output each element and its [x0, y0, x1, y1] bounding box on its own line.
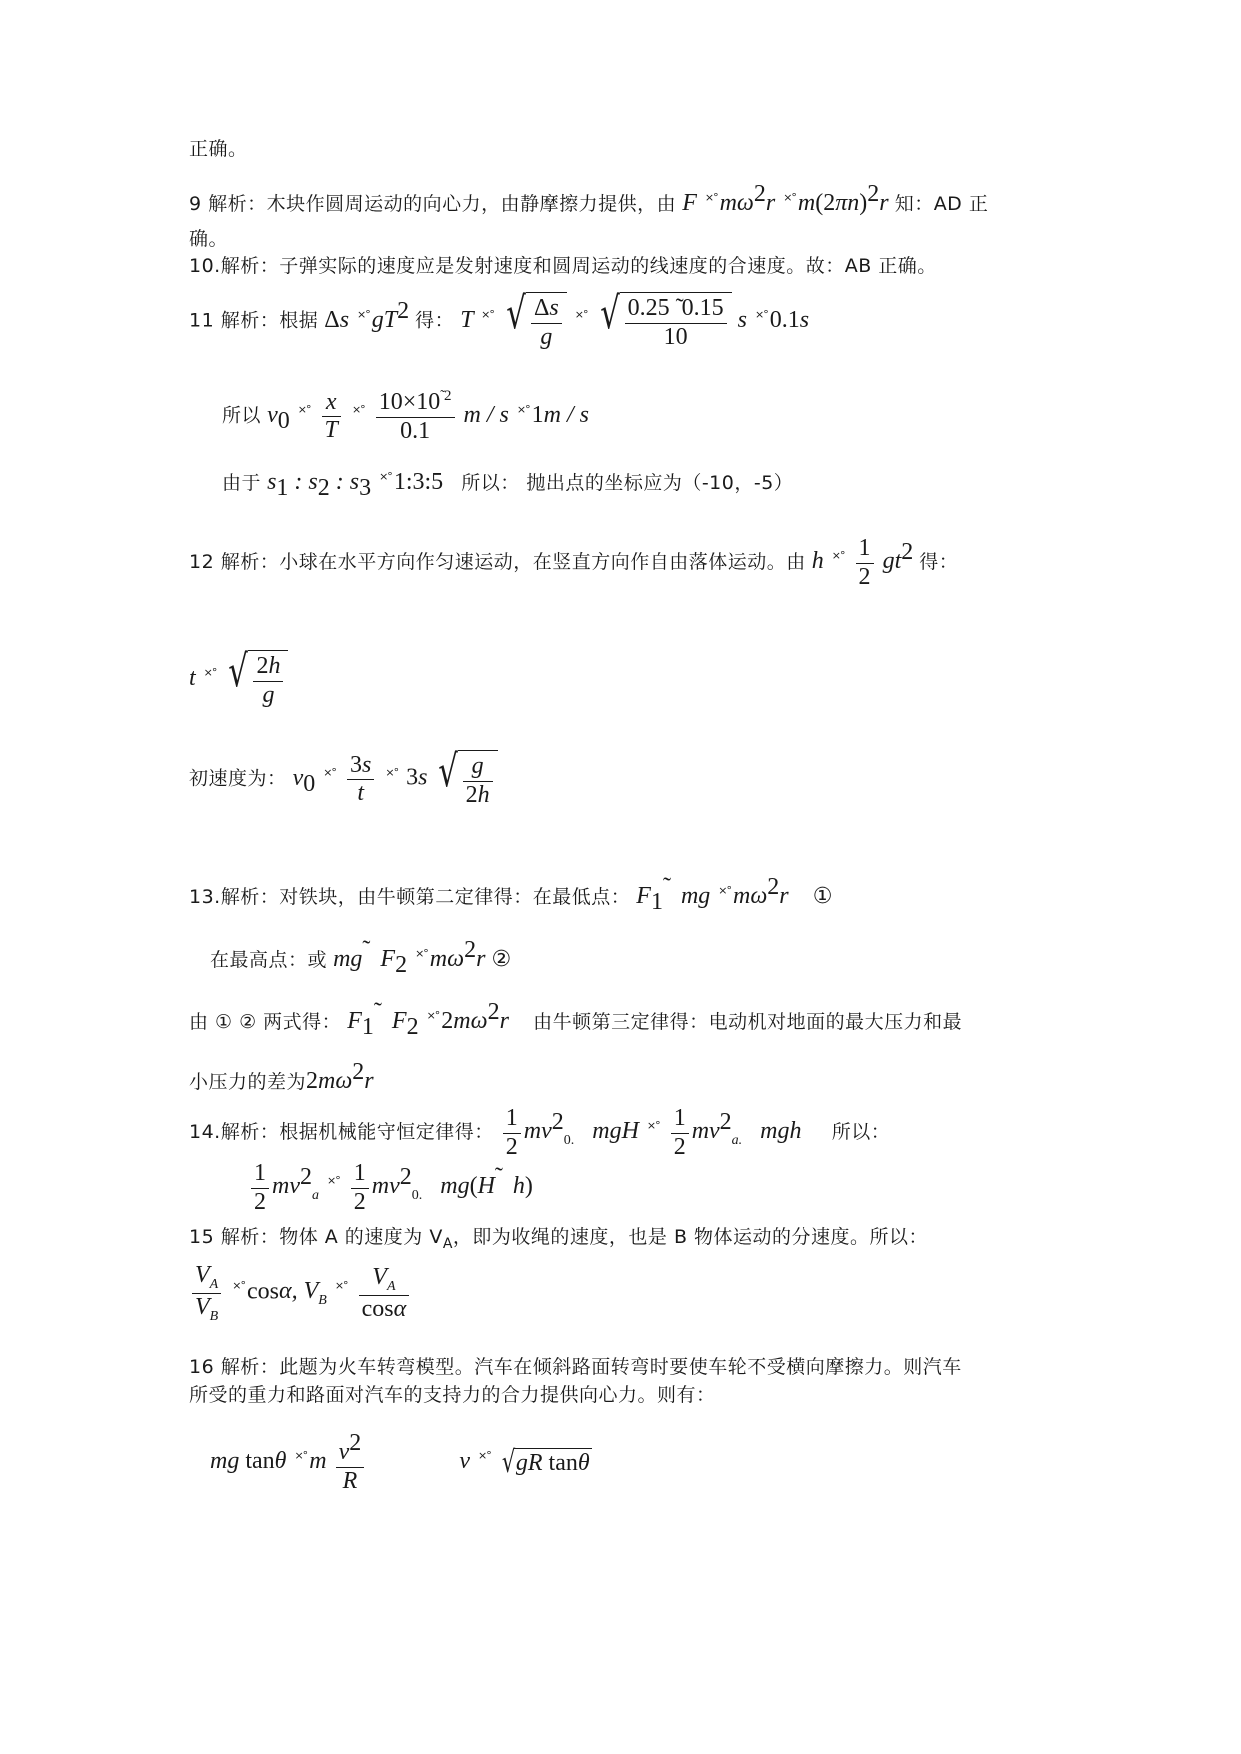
solution-12-v0: 初速度为： $v_0$ ×° $\frac{3s}{t}$ ×° 3s √ $\frac{g}{2h}$: [189, 750, 1061, 809]
solution-15-formula: $\frac{V_A}{V_B}$ ×°cosα, $V_B$ ×° $\frac{V_A}{\cos\alpha}$: [189, 1262, 1061, 1325]
solution-9-text: 9 解析：木块作圆周运动的向心力，由静摩擦力提供，由: [189, 193, 677, 215]
solution-12-text: 12 解析：小球在水平方向作匀速运动，在竖直方向作自由落体运动。由: [189, 551, 806, 574]
equation-marker: ①: [812, 884, 833, 909]
text: 由于: [222, 472, 262, 494]
solution-14: 14.解析：根据机械能守恒定律得： $\frac{1}{2}$ $mv^2_{0.}$ mgH ×° $\frac{1}{2}$ $mv^2_{a.}$ mgh 所以：: [189, 1105, 891, 1160]
solution-9: [189, 182, 1061, 215]
formula: T ×°: [460, 306, 494, 333]
solution-13: 13.解析：对铁块，由牛顿第二定律得：在最低点： $F_1$ mg $^{\times^\circ}m\omega^2r$ ①: [189, 874, 833, 915]
text: 所以： 抛出点的坐标应为（-10，-5）: [461, 472, 794, 494]
text-line: 确。: [189, 228, 229, 250]
solution-11-v0: 所以 $v_0$ ×° $\frac{x}{T}$ ×° $\frac{10\times 10^{̃ 2}}{0.1}$ m / s ×°1m / s: [222, 388, 589, 444]
solution-16-cont: 所受的重力和路面对汽车的支持力的合力提供向心力。则有：: [189, 1384, 716, 1406]
text: 由牛顿第三定律得：电动机对地面的最大压力和最: [533, 1011, 963, 1033]
solution-16-formula: mg tanθ ×°m $\frac{v^2}{R}$ v ×° √ gR tanθ: [210, 1430, 590, 1494]
solution-11: 11 解析：根据 Δs $^{\times^\circ}gT^2$ 得： T ×° √ $\frac{\Delta s}{g}$ ×° √ $\frac{0.25 ̃ 0.15}{10}$ s ×°0.1s: [189, 288, 810, 350]
text-line: 正确。: [189, 138, 248, 160]
solution-13-top: 在最高点：或 mg $F_2$ $^{\times^\circ}m\omega^2r$ ②: [210, 937, 512, 978]
formula: F $^{\times^\circ}m\omega^2r$ $^{\times^\circ}m(2\pi n)^2r$: [682, 181, 889, 216]
solution-11-text: 11 解析：根据: [189, 309, 319, 332]
text: 得：: [415, 309, 455, 332]
solution-13-text: 13.解析：对铁块，由牛顿第二定律得：在最低点：: [189, 886, 631, 908]
solution-15: [189, 1228, 1061, 1251]
text: 所以: [222, 404, 262, 427]
sqrt-expression: √ $\frac{\Delta s}{g}$: [502, 292, 567, 351]
solution-14-text: 14.解析：根据机械能守恒定律得：: [189, 1121, 494, 1144]
subscript: A: [442, 1235, 453, 1252]
solution-13-combine: 由 ① ② 两式得： $F_1$ $F_2$ $^{\times^\circ}2m\omega^2r$ 由牛顿第三定律得：电动机对地面的最大压力和最: [189, 999, 963, 1040]
text: 由 ① ② 两式得：: [189, 1011, 342, 1033]
text: 在最高点：或: [210, 949, 328, 971]
text: 初速度为：: [189, 767, 287, 790]
text: 小压力的差为: [189, 1071, 307, 1093]
solution-11-ratio: 由于 $s_1$ : $s_2$ : $s_3$ ×°1:3:5 所以： 抛出点的坐标应为（-10，-5）: [222, 469, 794, 501]
solution-14-result: $\frac{1}{2}$ $mv^2_a$ ×° $\frac{1}{2}$ $mv^2_{0.}$ mg(H h): [248, 1160, 1061, 1216]
solution-16: 16 解析：此题为火车转弯模型。汽车在倾斜路面转弯时要使车轮不受横向摩擦力。则汽车: [189, 1356, 962, 1378]
solution-12-t: t ×° √ $\frac{2h}{g}$: [189, 650, 1061, 709]
solution-10: 10.解析：子弹实际的速度应是发射速度和圆周运动的线速度的合速度。故：AB 正确。: [189, 255, 937, 277]
equation-marker: ②: [491, 947, 512, 972]
solution-9-tail: 知：AD 正: [894, 193, 989, 215]
solution-13-diff: 小压力的差为$2m\omega^2r$: [189, 1059, 374, 1094]
text: 得：: [919, 551, 959, 574]
solution-12: 12 解析：小球在水平方向作匀速运动，在竖直方向作自由落体运动。由 h ×° $\frac{1}{2}$ $gt^2$ 得：: [189, 535, 959, 590]
formula: Δs $^{\times^\circ}gT^2$: [324, 297, 410, 333]
sqrt-expression: √ $\frac{0.25 ̃ 0.15}{10}$: [596, 292, 732, 351]
solution-15-text: 15 解析：物体 A 的速度为 V: [189, 1226, 443, 1248]
text: ，即为收绳的速度，也是 B 物体运动的分速度。所以：: [452, 1226, 929, 1248]
text: 所以：: [831, 1121, 891, 1144]
